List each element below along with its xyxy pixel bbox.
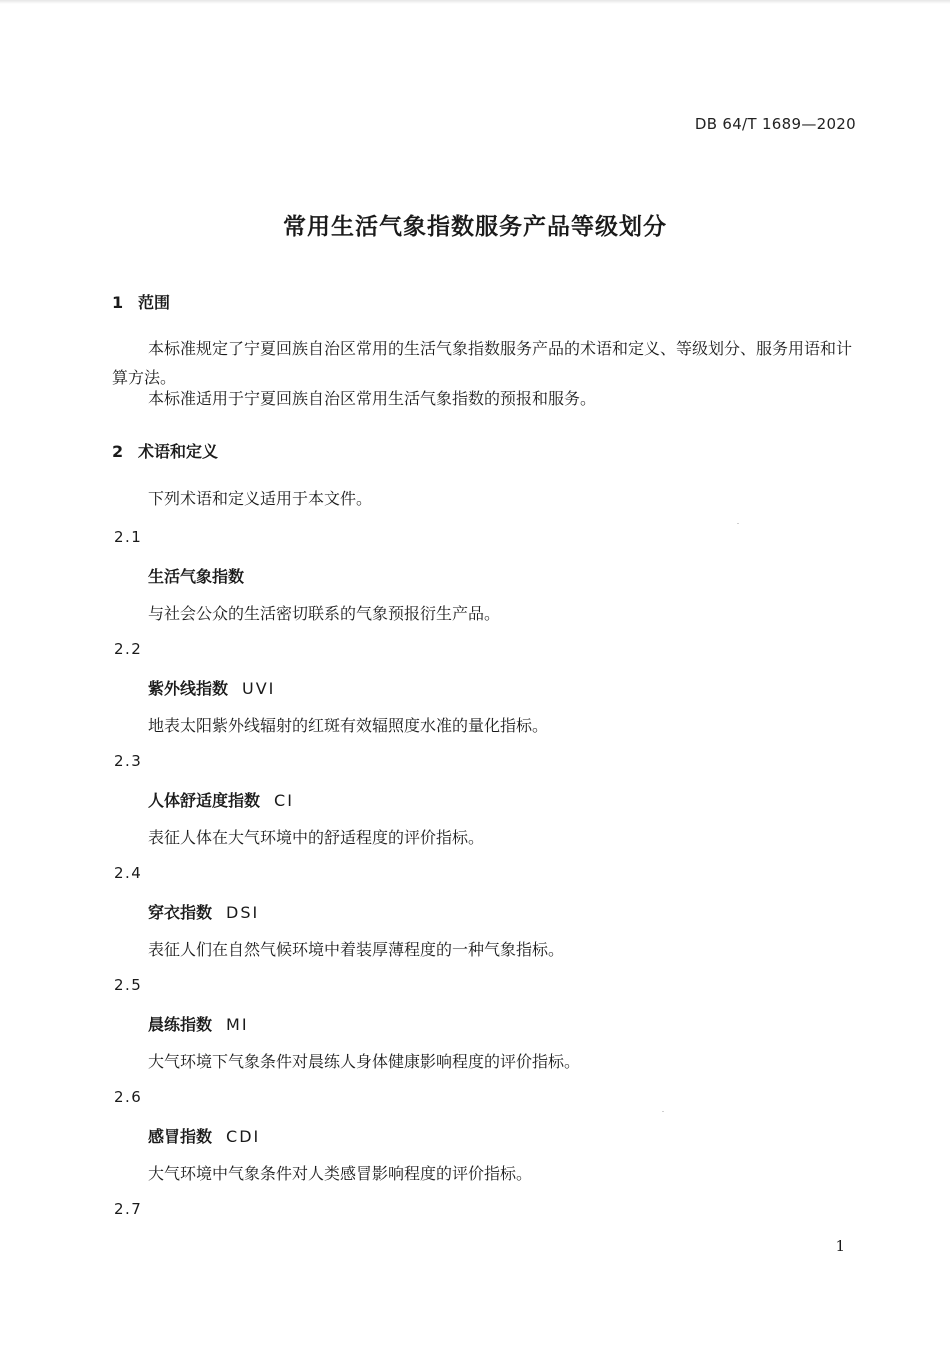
- term-2-3-definition: 表征人体在大气环境中的舒适程度的评价指标。: [148, 828, 485, 847]
- term-2-6-definition: 大气环境中气象条件对人类感冒影响程度的评价指标。: [148, 1164, 533, 1183]
- term-2-5-number: 2.5: [114, 976, 143, 994]
- term-2-6-abbreviation: CDI: [226, 1127, 261, 1146]
- term-2-4-definition: 表征人们在自然气候环境中着装厚薄程度的一种气象指标。: [148, 940, 565, 959]
- section-2-title: 术语和定义: [138, 442, 219, 461]
- document-title: 常用生活气象指数服务产品等级划分: [283, 214, 667, 240]
- term-2-2-definition: 地表太阳紫外线辐射的红斑有效辐照度水准的量化指标。: [148, 716, 549, 735]
- term-2-6-name: [148, 1124, 260, 1147]
- section-1-title: 范围: [138, 293, 171, 312]
- section-2-number: 2: [112, 442, 124, 461]
- term-2-7-number: 2.7: [114, 1200, 143, 1218]
- term-2-5-definition: 大气环境下气象条件对晨练人身体健康影响程度的评价指标。: [148, 1052, 581, 1071]
- scan-top-edge: [0, 0, 950, 4]
- scan-speck: [737, 523, 739, 524]
- term-2-6-label: 感冒指数: [148, 1127, 213, 1146]
- term-2-3-number: 2.3: [114, 752, 143, 770]
- standard-code: DB 64/T 1689—2020: [694, 115, 856, 133]
- term-2-2-name: [148, 676, 275, 699]
- term-2-1-number: 2.1: [114, 528, 143, 546]
- term-2-1-label: 生活气象指数: [148, 567, 245, 586]
- term-2-3-label: 人体舒适度指数: [148, 791, 261, 810]
- page-number: 1: [835, 1237, 845, 1255]
- term-2-5-label: 晨练指数: [148, 1015, 213, 1034]
- section-2-heading: [112, 439, 218, 462]
- term-2-3-name: [148, 788, 294, 811]
- section-2-intro: 下列术语和定义适用于本文件。: [148, 489, 373, 508]
- term-2-4-label: 穿衣指数: [148, 903, 213, 922]
- term-2-1-definition: 与社会公众的生活密切联系的气象预报衍生产品。: [148, 604, 501, 623]
- term-2-4-number: 2.4: [114, 864, 143, 882]
- section-1-paragraph-1: 本标准规定了宁夏回族自治区常用的生活气象指数服务产品的术语和定义、等级划分、服务用语和计算方法。: [112, 339, 853, 387]
- term-2-3-abbreviation: CI: [274, 791, 294, 810]
- section-1-number: 1: [112, 293, 124, 312]
- section-1-paragraph-2: 本标准适用于宁夏回族自治区常用生活气象指数的预报和服务。: [148, 389, 597, 408]
- term-2-2-abbreviation: UVI: [242, 679, 276, 698]
- term-2-2-number: 2.2: [114, 640, 143, 658]
- scan-speck: [662, 1111, 664, 1112]
- term-2-4-abbreviation: DSI: [226, 903, 260, 922]
- term-2-5-name: [148, 1012, 249, 1035]
- term-2-6-number: 2.6: [114, 1088, 143, 1106]
- term-2-2-label: 紫外线指数: [148, 679, 229, 698]
- term-2-1-name: [148, 564, 244, 587]
- section-1-heading: [112, 290, 170, 313]
- term-2-4-name: [148, 900, 259, 923]
- term-2-5-abbreviation: MI: [226, 1015, 249, 1034]
